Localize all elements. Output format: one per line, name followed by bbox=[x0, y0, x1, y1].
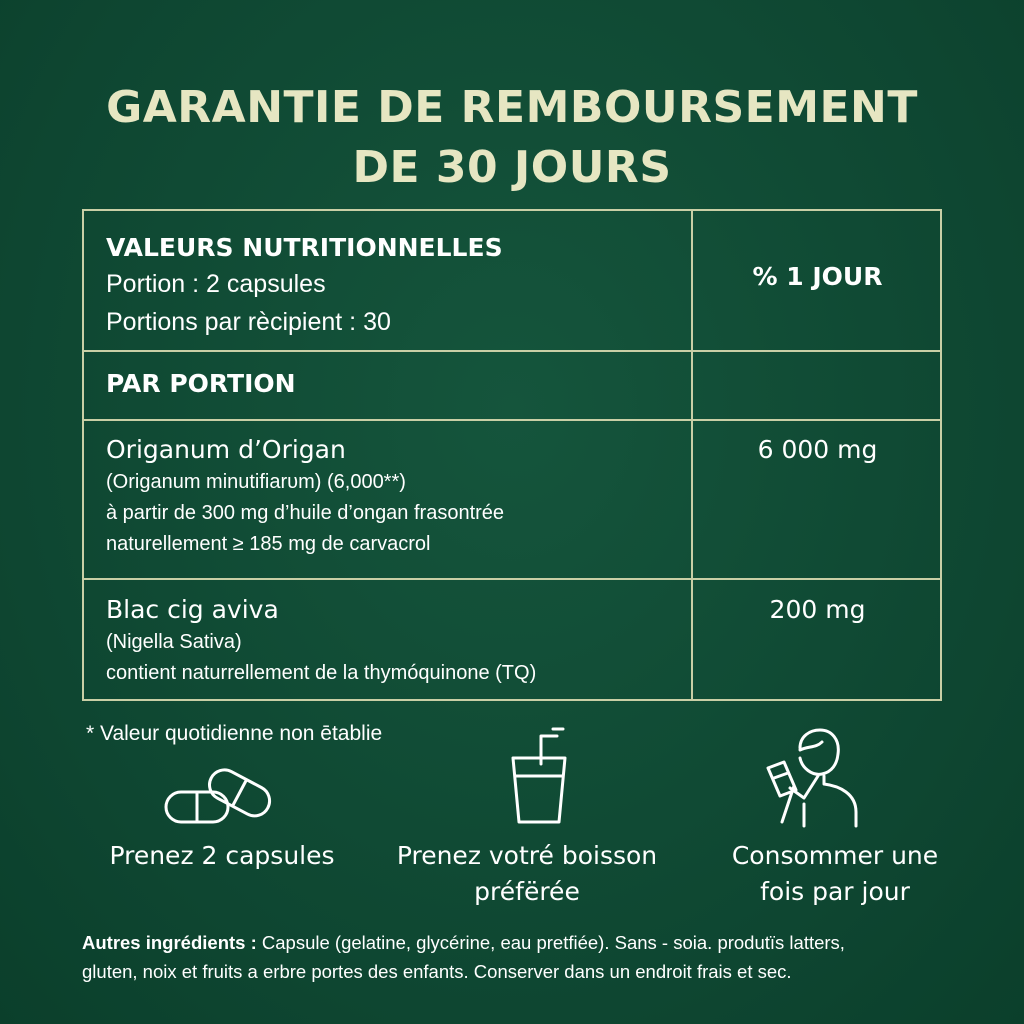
ingredient-detail: (Nigella Sativa) bbox=[106, 631, 242, 653]
ingredient-amount: 200 mg bbox=[769, 595, 866, 624]
other-ingredients-text: gluten, noix et fruits a erbre portes des enfants. Conserver dans un endroit frais et sec. bbox=[82, 961, 792, 982]
row-divider bbox=[84, 350, 940, 352]
row-divider bbox=[84, 578, 940, 580]
icon-label-drink: Prenez votré boisson préfërée bbox=[396, 841, 658, 906]
table-heading: VALEURS NUTRITIONNELLES bbox=[106, 233, 503, 262]
servings-per-container: Portions par rècipient : 30 bbox=[106, 308, 391, 336]
other-ingredients-text: Capsule (gelatine, glycérine, eau pretfiée). Sans - soia. produtïs latters, bbox=[256, 932, 845, 953]
title-line-2: DE 30 JOURS bbox=[352, 142, 672, 193]
footnote: * Valeur quotidienne non ētablie bbox=[86, 722, 383, 745]
ingredient-detail: contient naturrellement de la thymóquinone (TQ) bbox=[106, 662, 537, 684]
other-ingredients-label: Autres ingrédients : bbox=[82, 932, 257, 953]
ingredient-row-1 bbox=[106, 433, 504, 560]
ingredient-detail: (Origanum minutifiarυm) (6,000**) bbox=[106, 471, 406, 493]
icon-label-frequency: Consommer une fois par jour bbox=[731, 841, 939, 906]
ingredient-row-2 bbox=[106, 593, 536, 689]
ingredient-detail: à partir de 300 mg d’huile d’ongan frasontrée bbox=[106, 502, 505, 524]
daily-value-header: % 1 JOUR bbox=[752, 262, 883, 291]
ingredient-name: Blac cig aviva bbox=[106, 595, 279, 624]
page-title bbox=[0, 78, 1024, 198]
per-serving-label: PAR PORTION bbox=[106, 369, 296, 398]
ingredient-name: Origanum d’Origan bbox=[106, 435, 346, 464]
ingredient-amount: 6 000 mg bbox=[757, 435, 878, 464]
other-ingredients bbox=[82, 928, 962, 986]
row-divider bbox=[84, 419, 940, 421]
title-line-1: GARANTIE DE REMBOURSEMENT bbox=[106, 82, 918, 133]
icon-label-capsules: Prenez 2 capsules bbox=[109, 841, 335, 870]
nutrition-facts-table bbox=[82, 209, 942, 701]
serving-size: Portion : 2 capsules bbox=[106, 270, 326, 298]
drink-cup-icon bbox=[505, 722, 575, 826]
table-header-cell bbox=[106, 231, 503, 341]
ingredient-detail: naturellement ≥ 185 mg de carvacrol bbox=[106, 533, 431, 555]
person-drinking-icon bbox=[760, 728, 864, 828]
capsules-icon bbox=[160, 762, 280, 834]
